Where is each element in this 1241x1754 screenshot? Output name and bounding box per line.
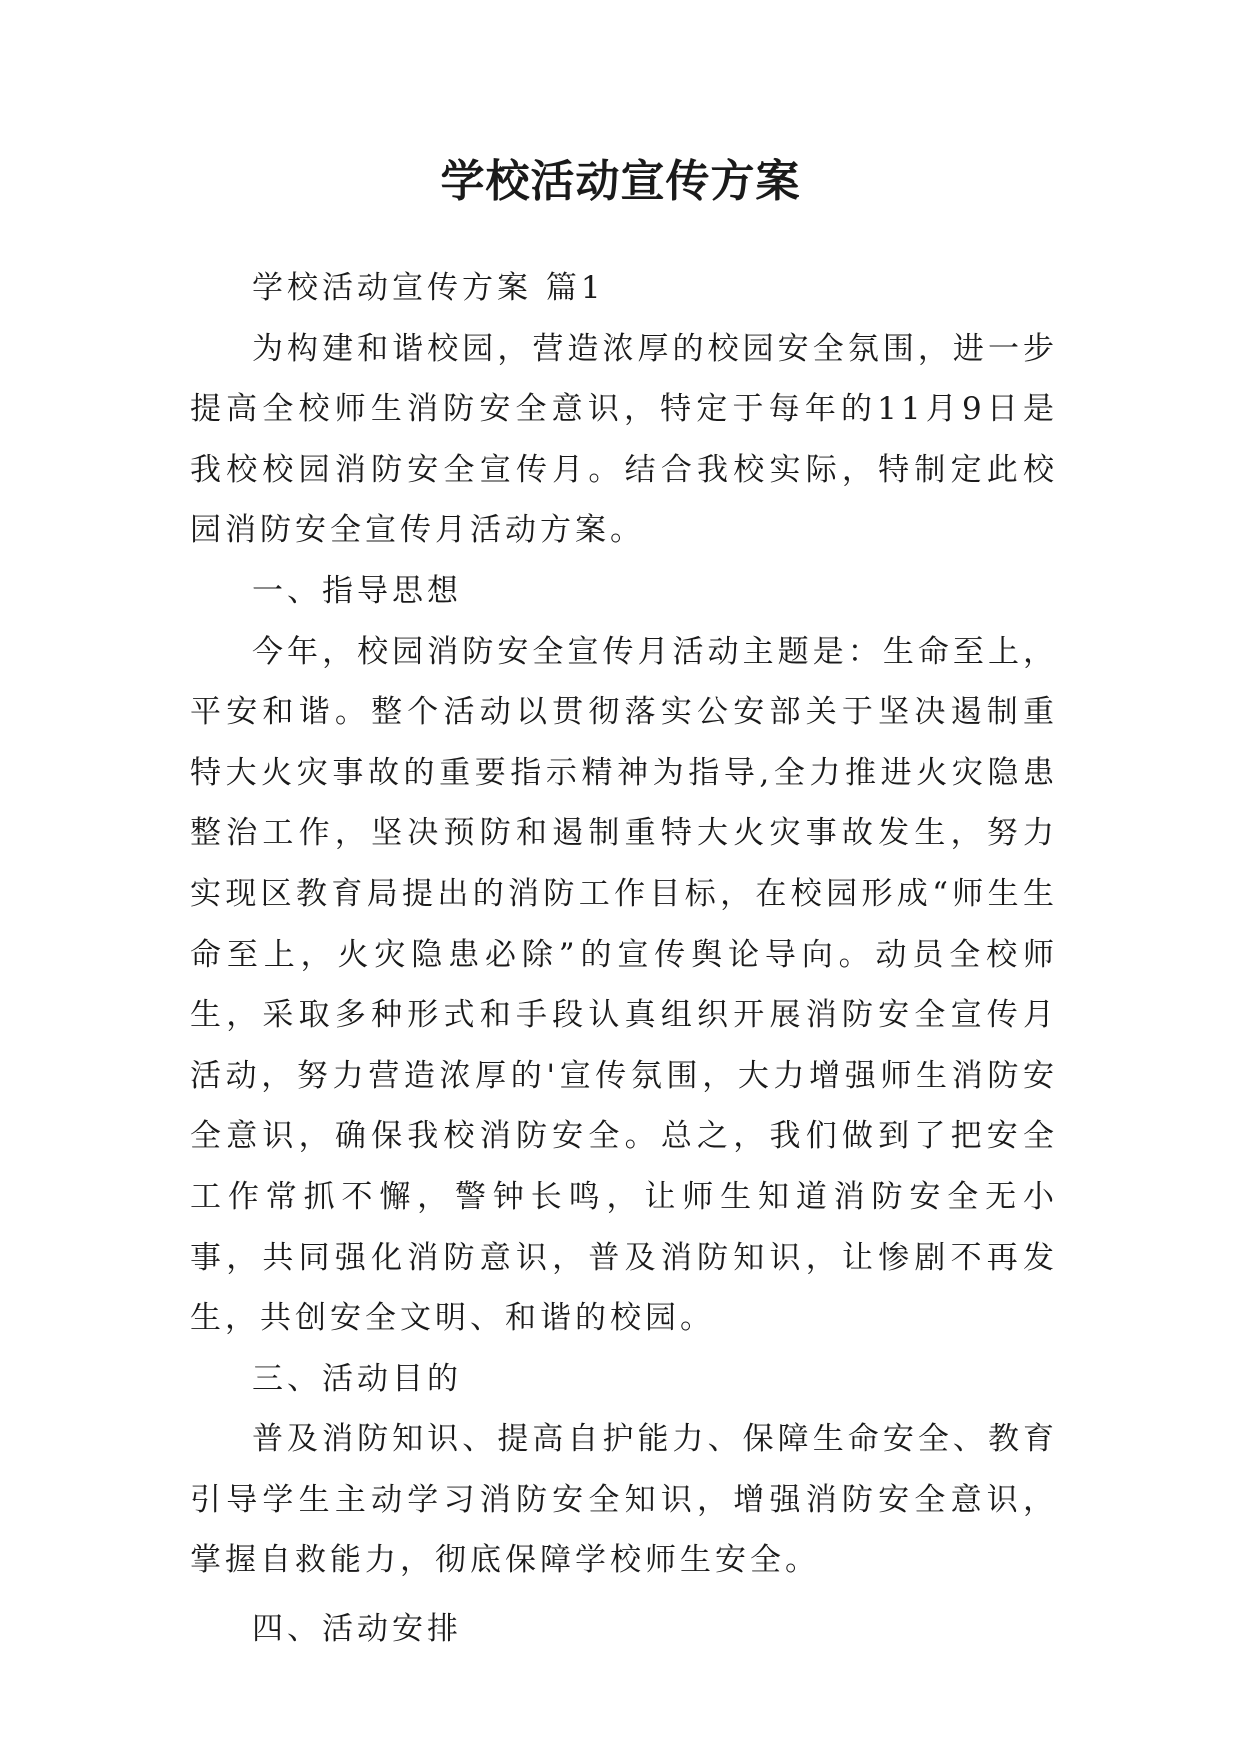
heading-guiding-thought: 一、指导思想	[252, 572, 462, 609]
heading-activity-arrangement: 四、活动安排	[252, 1611, 462, 1648]
section-subtitle: 学校活动宣传方案 篇1	[252, 270, 605, 306]
document-body	[190, 258, 1058, 1660]
paragraph-activity-purpose: 普及消防知识、提高自护能力、保障生命安全、教育引导学生主动学习消防安全知识，增强消防安全意识，掌握自救能力，彻底保障学校师生安全。	[190, 1421, 1058, 1579]
heading-activity-purpose: 三、活动目的	[252, 1360, 462, 1397]
document-title: 学校活动宣传方案	[440, 156, 801, 207]
paragraph-intro: 为构建和谐校园，营造浓厚的校园安全氛围，进一步提高全校师生消防安全意识，特定于每年的11月9日是我校校园消防安全宣传月。结合我校实际，特制定此校园消防安全宣传月活动方案。	[190, 330, 1058, 549]
paragraph-guiding-thought: 今年，校园消防安全宣传月活动主题是：生命至上，平安和谐。整个活动以贯彻落实公安部关于坚决遏制重特大火灾事故的重要指示精神为指导,全力推进火灾隐患整治工作，坚决预防和遏制重特大火灾事故发生，努力实现区教育局提出的消防工作目标，在校园形成“师生生命至上，火灾隐患必除”的宣传舆论导向。动员全校师生，采取多种形式和手段认真组织开展消防安全宣传月活动，努力营造浓厚的'宣传氛围，大力增强师生消防安全意识，确保我校消防安全。总之，我们做到了把安全工作常抓不懈，警钟长鸣，让师生知道消防安全无小事，共同强化消防意识，普及消防知识，让惨剧不再发生，共创安全文明、和谐的校园。	[190, 633, 1058, 1337]
